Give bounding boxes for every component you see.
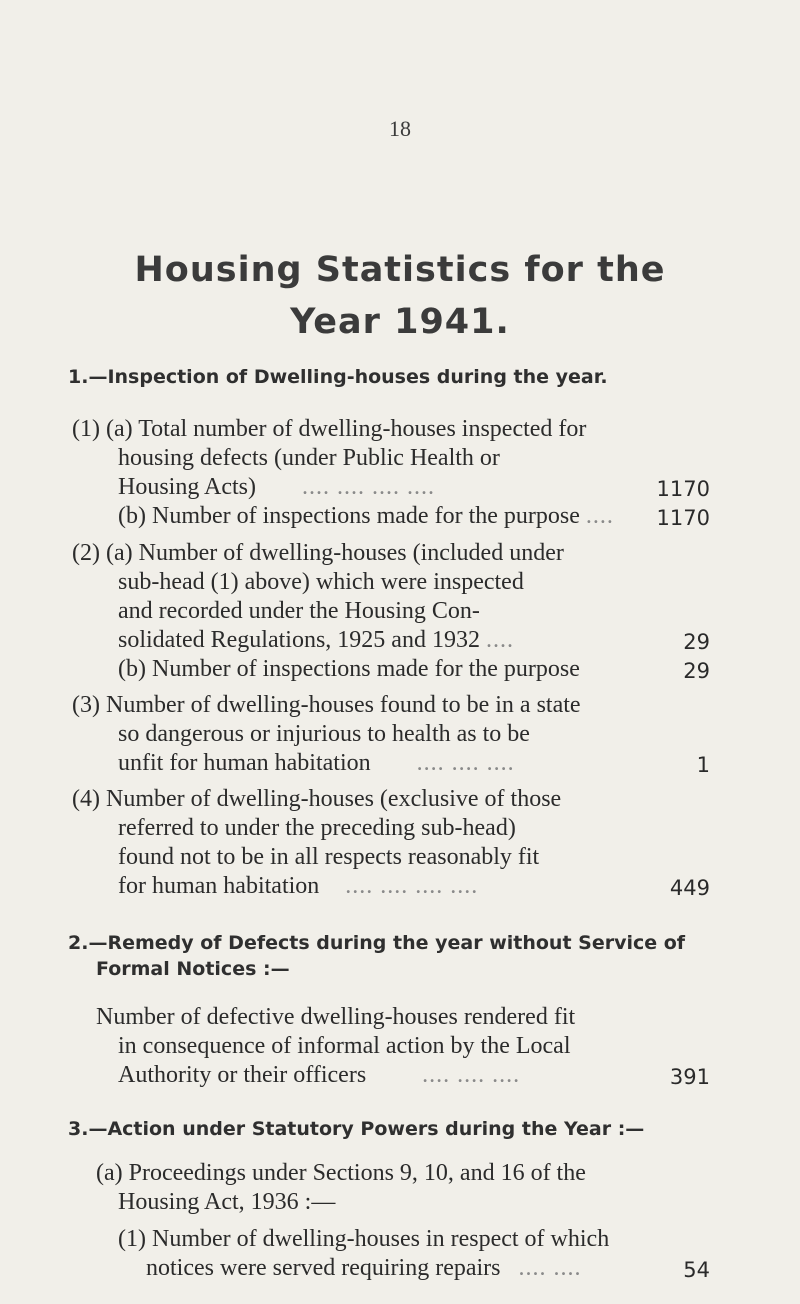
item4-value: 449	[669, 876, 710, 900]
item2b-text: (b) Number of inspections made for the purpose	[118, 656, 580, 682]
section2-text-line1: Number of defective dwelling-houses rendered fit	[96, 1004, 576, 1030]
item4-line3: found not to be in all respects reasonably fit	[118, 844, 540, 870]
section1-heading: 1.—Inspection of Dwelling-houses during the year.	[68, 366, 608, 388]
item3-line2: so dangerous or injurious to health as to be	[118, 721, 530, 747]
section3-i1-line2: notices were served requiring repairs	[146, 1255, 501, 1281]
section3-a-line1: (a) Proceedings under Sections 9, 10, and 16 of the	[96, 1160, 586, 1186]
item3-leader-dots: .... .... ....	[416, 750, 515, 776]
page-title-line2: Year 1941.	[290, 302, 510, 342]
section3-a-line2: Housing Act, 1936 :—	[118, 1189, 336, 1215]
item1a-line1: (1) (a) Total number of dwelling-houses inspected for	[72, 416, 587, 442]
page-title-line1: Housing Statistics for the	[134, 250, 666, 290]
item2a-line1: (2) (a) Number of dwelling-houses (included under	[72, 540, 564, 566]
item1b-value: 1170	[656, 506, 710, 530]
item1b-leader-dots: ....	[585, 503, 614, 529]
section2-heading-line1: 2.—Remedy of Defects during the year without Service of	[68, 932, 686, 954]
section2-value: 391	[669, 1065, 710, 1089]
item1a-line3-wrap	[118, 474, 435, 501]
item3-line3-wrap	[118, 750, 515, 777]
section3-heading: 3.—Action under Statutory Powers during the Year :—	[68, 1118, 645, 1140]
item3-line3: unfit for human habitation	[118, 750, 371, 776]
section2-text-line2: in consequence of informal action by the Local	[118, 1033, 571, 1059]
item2a-line4: solidated Regulations, 1925 and 1932	[118, 627, 480, 653]
item3-value: 1	[696, 753, 710, 777]
item2b-value: 29	[683, 659, 710, 683]
section3-i1-leader-dots: .... ....	[518, 1255, 582, 1281]
section3-i1-value: 54	[683, 1258, 710, 1282]
section2-leader-dots: .... .... ....	[422, 1062, 521, 1088]
item4-leader-dots: .... .... .... ....	[345, 873, 479, 899]
item4-line2: referred to under the preceding sub-head)	[118, 815, 516, 841]
item2a-leader-dots: ....	[485, 627, 514, 653]
section2-text-line3: Authority or their officers	[118, 1062, 367, 1088]
item1a-leader-dots: .... .... .... ....	[302, 474, 435, 500]
section2-text-line3-wrap	[118, 1062, 520, 1089]
item4-line4: for human habitation	[118, 873, 320, 899]
item2a-value: 29	[683, 630, 710, 654]
section2-heading-line2: Formal Notices :—	[96, 958, 290, 980]
item2a-line4-wrap	[118, 627, 514, 654]
item2a-line2: sub-head (1) above) which were inspected	[118, 569, 524, 595]
item4-line4-wrap	[118, 873, 478, 900]
item2a-line3: and recorded under the Housing Con-	[118, 598, 480, 624]
item1b-wrap	[118, 503, 614, 530]
item1a-line2: housing defects (under Public Health or	[118, 445, 500, 471]
item3-line1: (3) Number of dwelling-houses found to be in a state	[72, 692, 581, 718]
item4-line1: (4) Number of dwelling-houses (exclusive of those	[72, 786, 562, 812]
page-number: 18	[389, 116, 411, 141]
item1a-value: 1170	[656, 477, 710, 501]
section3-i1-line2-wrap	[146, 1255, 582, 1282]
section3-i1-line1: (1) Number of dwelling-houses in respect of which	[118, 1226, 610, 1252]
item1a-line3: Housing Acts)	[118, 474, 256, 500]
item1b-text: (b) Number of inspections made for the purpose	[118, 503, 580, 529]
